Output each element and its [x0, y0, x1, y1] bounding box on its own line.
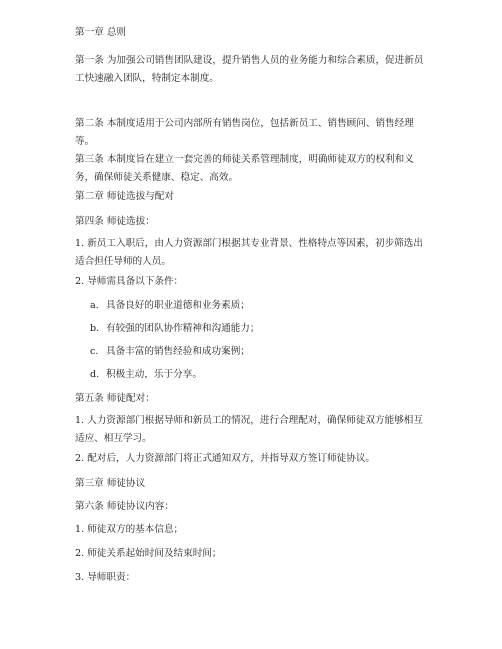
article-1: 第一条 为加强公司销售团队建设，提升销售人员的业务能力和综合素质，促进新员工快速融入团队，特制定本制度。: [75, 55, 424, 84]
article-6-item-3: 3. 导师职责：: [75, 572, 136, 583]
article-4-item-2: 2. 导师需具备以下条件：: [75, 276, 184, 287]
condition-text: 有较强的团队协作精神和沟通能力；: [106, 323, 260, 334]
article-6: 第六条 师徒协议内容：: [75, 501, 174, 512]
condition-item: [90, 297, 430, 315]
chapter-1-heading: 第一章 总则: [75, 27, 127, 38]
article-5: 第五条 师徒配对：: [75, 393, 155, 404]
condition-text: 具备丰富的销售经验和成功案例；: [106, 346, 250, 357]
article-4: 第四条 师徒选拔：: [75, 216, 155, 227]
condition-item: [90, 366, 430, 384]
article-3: 第三条 本制度旨在建立一套完善的师徒关系管理制度，明确师徒双方的权利和义务，确保师徒关系健康、稳定、高效。: [75, 154, 414, 183]
article-4-item-1: 1. 新员工入职后，由人力资源部门根据其专业背景、性格特点等因素，初步筛选出适合担任导师的人员。: [75, 238, 423, 267]
chapter-2-heading: 第二章 师徒选拔与配对: [75, 191, 174, 202]
condition-item: [90, 320, 430, 338]
article-5-item-1: 1. 人力资源部门根据导师和新员工的情况，进行合理配对，确保师徒双方能够相互适应、相互学习。: [75, 415, 423, 444]
condition-marker: c.: [90, 346, 99, 357]
condition-text: 积极主动，乐于分享。: [106, 369, 202, 380]
condition-marker: b.: [90, 323, 100, 334]
condition-item: [90, 343, 430, 361]
condition-text: 具备良好的职业道德和业务素质；: [106, 300, 250, 311]
article-6-item-1: 1. 师徒双方的基本信息；: [75, 524, 184, 535]
article-6-item-2: 2. 师徒关系起始时间及结束时间；: [75, 548, 222, 559]
condition-marker: a.: [90, 300, 99, 311]
article-2: 第二条 本制度适用于公司内部所有销售岗位，包括新员工、销售顾问、销售经理等。: [75, 118, 414, 147]
chapter-3-heading: 第三章 师徒协议: [75, 478, 146, 489]
article-5-item-2: 2. 配对后，人力资源部门将正式通知双方，并指导双方签订师徒协议。: [75, 453, 376, 464]
condition-marker: d.: [90, 369, 100, 380]
